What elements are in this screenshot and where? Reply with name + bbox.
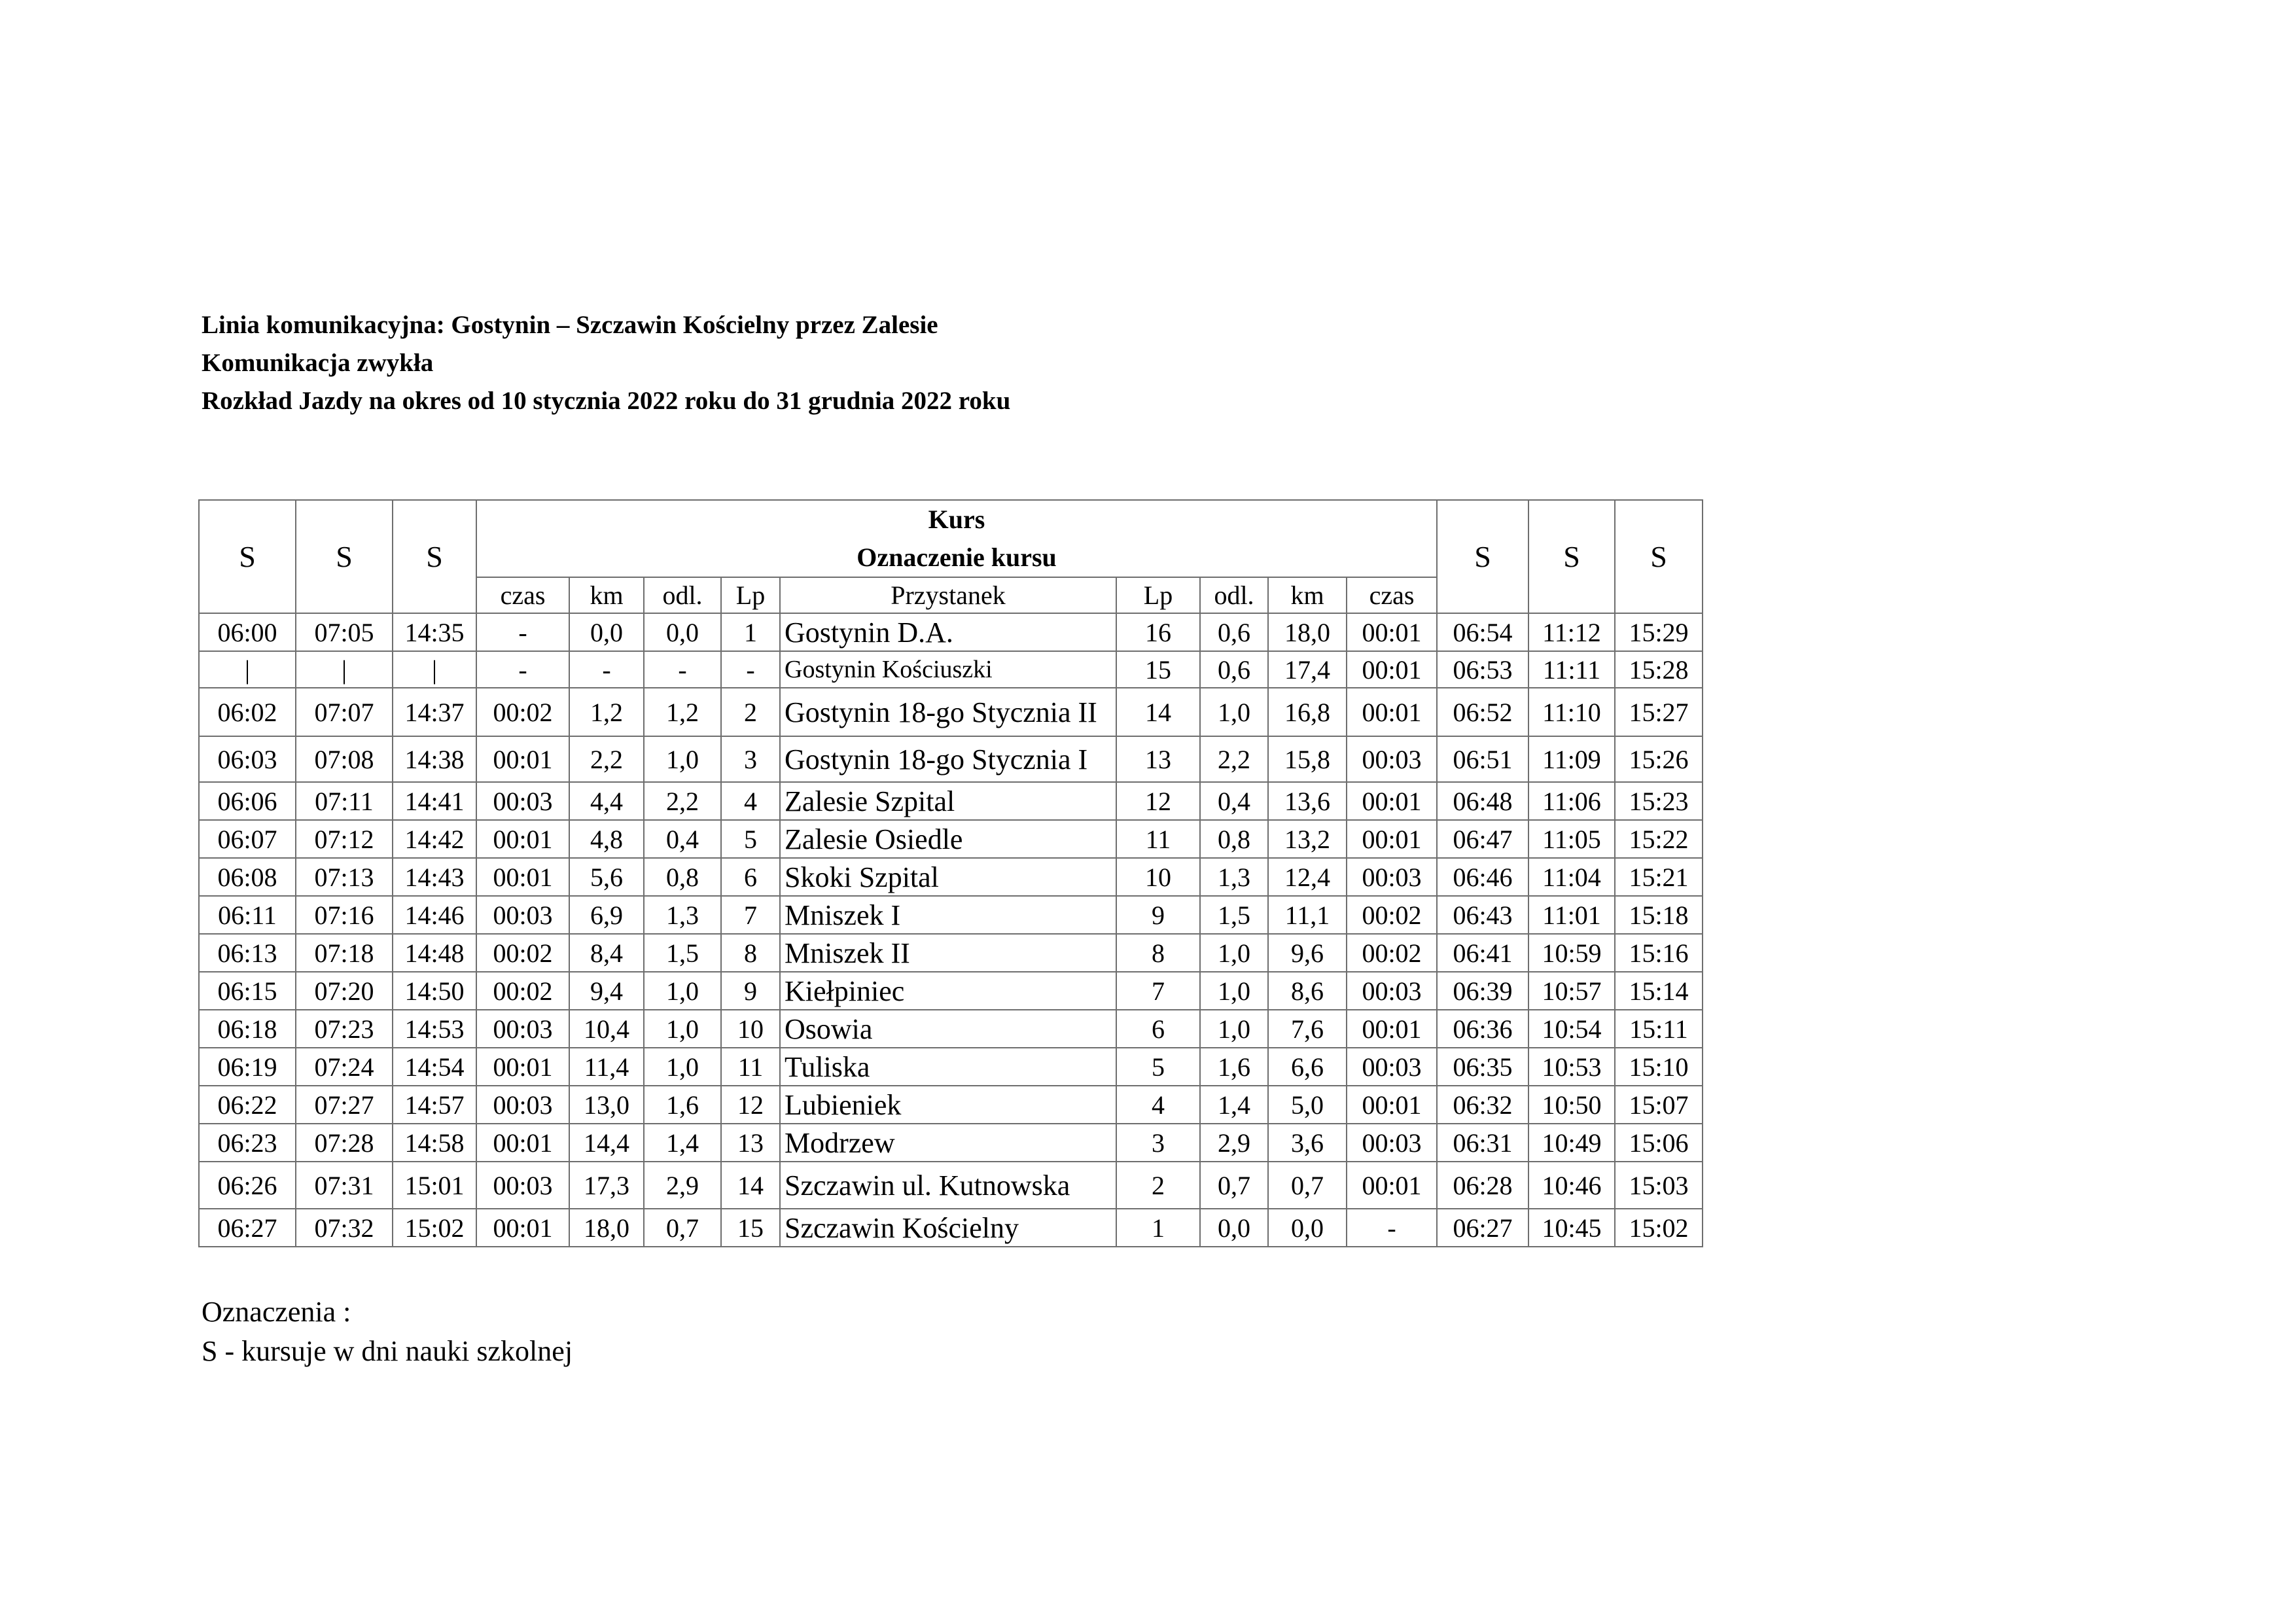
kurs-label: Kurs [928,505,985,534]
col-header-czas: czas [476,577,569,613]
time-s4: 06:54 [1437,613,1528,651]
time-s2: 07:05 [296,613,393,651]
czas-return: 00:01 [1347,688,1437,736]
time-s1: 06:11 [199,896,296,934]
lp: 1 [721,613,780,651]
time-s1: 06:06 [199,782,296,820]
time-s2: 07:13 [296,858,393,896]
time-s4: 06:41 [1437,934,1528,972]
time-s1: 06:03 [199,736,296,782]
km: 4,8 [569,820,644,858]
czas: 00:01 [476,1124,569,1162]
time-s6: 15:29 [1615,613,1703,651]
time-s4: 06:31 [1437,1124,1528,1162]
time-s2: 07:16 [296,896,393,934]
table-row [199,613,1703,651]
col-header-s3: S [393,500,476,613]
time-s3: 14:42 [393,820,476,858]
time-s6: 15:28 [1615,651,1703,688]
table-row [199,1010,1703,1048]
lp: 14 [721,1162,780,1209]
czas: 00:03 [476,1010,569,1048]
lp-return: 5 [1116,1048,1200,1086]
czas: 00:03 [476,1086,569,1124]
table-row [199,896,1703,934]
time-s6: 15:21 [1615,858,1703,896]
time-s4: 06:43 [1437,896,1528,934]
km: 0,0 [569,613,644,651]
time-s5: 11:10 [1528,688,1615,736]
lp-return: 10 [1116,858,1200,896]
col-header-s1: S [199,500,296,613]
table-row [199,688,1703,736]
lp: 4 [721,782,780,820]
czas: 00:01 [476,1048,569,1086]
time-s4: 06:32 [1437,1086,1528,1124]
time-s3: 14:35 [393,613,476,651]
czas: 00:03 [476,782,569,820]
time-s3: 14:38 [393,736,476,782]
km: 13,0 [569,1086,644,1124]
time-s6: 15:06 [1615,1124,1703,1162]
stop-name: Mniszek I [780,896,1116,934]
stop-name: Kiełpiniec [780,972,1116,1010]
czas-return: 00:01 [1347,782,1437,820]
odl-return: 1,0 [1200,934,1268,972]
km-return: 6,6 [1268,1048,1347,1086]
time-s1: 06:23 [199,1124,296,1162]
time-s4: 06:39 [1437,972,1528,1010]
time-s1: 06:27 [199,1209,296,1247]
time-s4: 06:51 [1437,736,1528,782]
odl: 1,5 [644,934,721,972]
lp-return: 1 [1116,1209,1200,1247]
km: 18,0 [569,1209,644,1247]
document-header [202,306,1010,420]
odl-return: 0,0 [1200,1209,1268,1247]
czas: 00:01 [476,736,569,782]
odl: 0,4 [644,820,721,858]
stop-name: Skoki Szpital [780,858,1116,896]
table-row [199,1048,1703,1086]
time-s6: 15:03 [1615,1162,1703,1209]
km: 10,4 [569,1010,644,1048]
time-s5: 11:12 [1528,613,1615,651]
lp: 10 [721,1010,780,1048]
km-return: 13,6 [1268,782,1347,820]
table-row [199,736,1703,782]
odl: 1,2 [644,688,721,736]
time-s5: 10:57 [1528,972,1615,1010]
czas-return: 00:01 [1347,820,1437,858]
time-s4: 06:48 [1437,782,1528,820]
lp: 8 [721,934,780,972]
odl: 1,3 [644,896,721,934]
time-s2: 07:18 [296,934,393,972]
lp-return: 13 [1116,736,1200,782]
col-header-s4: S [1437,500,1528,613]
stop-name: Gostynin D.A. [780,613,1116,651]
time-s2: 07:20 [296,972,393,1010]
time-s6: 15:18 [1615,896,1703,934]
odl: 1,0 [644,1048,721,1086]
stop-name: Zalesie Osiedle [780,820,1116,858]
col-header-s5: S [1528,500,1615,613]
lp-return: 9 [1116,896,1200,934]
time-s3: 14:43 [393,858,476,896]
odl: 1,0 [644,736,721,782]
time-s3: 14:41 [393,782,476,820]
km: 4,4 [569,782,644,820]
time-s5: 10:53 [1528,1048,1615,1086]
lp: 13 [721,1124,780,1162]
time-s5: 10:46 [1528,1162,1615,1209]
km: 9,4 [569,972,644,1010]
km-return: 15,8 [1268,736,1347,782]
czas: 00:03 [476,896,569,934]
legend-title: Oznaczenia : [202,1296,351,1328]
col-header-lp-return: Lp [1116,577,1200,613]
time-s4: 06:36 [1437,1010,1528,1048]
stop-name: Tuliska [780,1048,1116,1086]
stop-name: Zalesie Szpital [780,782,1116,820]
odl: 0,7 [644,1209,721,1247]
lp-return: 14 [1116,688,1200,736]
km: 1,2 [569,688,644,736]
lp: 9 [721,972,780,1010]
service-type: Komunikacja zwykła [202,349,434,377]
table-row [199,820,1703,858]
col-header-km-return: km [1268,577,1347,613]
odl-return: 1,5 [1200,896,1268,934]
time-s4: 06:35 [1437,1048,1528,1086]
time-s6: 15:07 [1615,1086,1703,1124]
odl-return: 1,0 [1200,972,1268,1010]
time-s3: | [393,651,476,688]
legend-item: S - kursuje w dni nauki szkolnej [202,1335,573,1367]
time-s6: 15:16 [1615,934,1703,972]
lp: 11 [721,1048,780,1086]
czas-return: 00:02 [1347,896,1437,934]
czas: 00:02 [476,972,569,1010]
odl: - [644,651,721,688]
time-s2: 07:27 [296,1086,393,1124]
time-s1: 06:15 [199,972,296,1010]
time-s5: 11:04 [1528,858,1615,896]
km-return: 0,0 [1268,1209,1347,1247]
odl: 0,0 [644,613,721,651]
kurs-header [476,500,1437,577]
lp-return: 7 [1116,972,1200,1010]
time-s5: 10:49 [1528,1124,1615,1162]
time-s5: 10:54 [1528,1010,1615,1048]
km: 6,9 [569,896,644,934]
col-header-lp: Lp [721,577,780,613]
km: 17,3 [569,1162,644,1209]
table-row [199,1124,1703,1162]
time-s5: 10:45 [1528,1209,1615,1247]
stop-name: Gostynin Kościuszki [780,651,1116,688]
time-s2: 07:28 [296,1124,393,1162]
km-return: 0,7 [1268,1162,1347,1209]
time-s5: 11:06 [1528,782,1615,820]
odl: 0,8 [644,858,721,896]
time-s1: 06:22 [199,1086,296,1124]
time-s3: 14:50 [393,972,476,1010]
km: 8,4 [569,934,644,972]
stop-name: Szczawin Kościelny [780,1209,1116,1247]
km-return: 13,2 [1268,820,1347,858]
time-s3: 14:37 [393,688,476,736]
stop-name: Mniszek II [780,934,1116,972]
czas-return: 00:01 [1347,1162,1437,1209]
czas-return: 00:01 [1347,1010,1437,1048]
time-s2: 07:24 [296,1048,393,1086]
km-return: 12,4 [1268,858,1347,896]
km: 11,4 [569,1048,644,1086]
stop-name: Gostynin 18-go Stycznia I [780,736,1116,782]
time-s1: 06:07 [199,820,296,858]
table-row [199,1209,1703,1247]
time-s6: 15:02 [1615,1209,1703,1247]
table-row [199,858,1703,896]
stop-name: Modrzew [780,1124,1116,1162]
lp: 7 [721,896,780,934]
km: 5,6 [569,858,644,896]
legend [202,1293,573,1371]
czas-return: 00:03 [1347,972,1437,1010]
col-header-km: km [569,577,644,613]
col-header-odl-return: odl. [1200,577,1268,613]
stop-name: Gostynin 18-go Stycznia II [780,688,1116,736]
odl: 1,0 [644,972,721,1010]
stop-name: Osowia [780,1010,1116,1048]
table-row [199,934,1703,972]
km-return: 9,6 [1268,934,1347,972]
col-header-odl: odl. [644,577,721,613]
czas: 00:02 [476,688,569,736]
time-s6: 15:22 [1615,820,1703,858]
km-return: 17,4 [1268,651,1347,688]
km-return: 18,0 [1268,613,1347,651]
lp: 15 [721,1209,780,1247]
table-row [199,651,1703,688]
lp-return: 3 [1116,1124,1200,1162]
validity-period: Rozkład Jazdy na okres od 10 stycznia 2022 roku do 31 grudnia 2022 roku [202,387,1011,415]
time-s6: 15:27 [1615,688,1703,736]
odl: 1,6 [644,1086,721,1124]
lp: 5 [721,820,780,858]
odl: 1,4 [644,1124,721,1162]
odl-return: 0,4 [1200,782,1268,820]
table-row [199,972,1703,1010]
oznaczenie-label: Oznaczenie kursu [857,543,1057,572]
time-s3: 14:58 [393,1124,476,1162]
time-s2: 07:32 [296,1209,393,1247]
time-s6: 15:11 [1615,1010,1703,1048]
czas-return: 00:02 [1347,934,1437,972]
table-row [199,782,1703,820]
timetable [198,499,1703,1247]
odl-return: 1,0 [1200,688,1268,736]
time-s2: 07:11 [296,782,393,820]
table-row [199,1086,1703,1124]
czas: 00:02 [476,934,569,972]
odl: 1,0 [644,1010,721,1048]
time-s4: 06:52 [1437,688,1528,736]
czas-return: 00:03 [1347,1048,1437,1086]
time-s4: 06:27 [1437,1209,1528,1247]
col-header-czas-return: czas [1347,577,1437,613]
time-s1: 06:13 [199,934,296,972]
odl-return: 1,6 [1200,1048,1268,1086]
km: 2,2 [569,736,644,782]
stop-name: Szczawin ul. Kutnowska [780,1162,1116,1209]
time-s5: 11:05 [1528,820,1615,858]
time-s1: 06:02 [199,688,296,736]
km-return: 7,6 [1268,1010,1347,1048]
lp-return: 4 [1116,1086,1200,1124]
czas: - [476,651,569,688]
time-s3: 14:57 [393,1086,476,1124]
km-return: 3,6 [1268,1124,1347,1162]
czas-return: 00:01 [1347,1086,1437,1124]
czas-return: - [1347,1209,1437,1247]
time-s3: 14:48 [393,934,476,972]
time-s2: 07:31 [296,1162,393,1209]
time-s6: 15:10 [1615,1048,1703,1086]
time-s1: 06:00 [199,613,296,651]
lp: 6 [721,858,780,896]
czas-return: 00:03 [1347,1124,1437,1162]
time-s1: | [199,651,296,688]
table-row [199,1162,1703,1209]
time-s5: 10:50 [1528,1086,1615,1124]
odl: 2,2 [644,782,721,820]
odl-return: 1,0 [1200,1010,1268,1048]
odl-return: 0,8 [1200,820,1268,858]
time-s3: 15:01 [393,1162,476,1209]
odl-return: 2,2 [1200,736,1268,782]
odl-return: 0,7 [1200,1162,1268,1209]
odl-return: 1,4 [1200,1086,1268,1124]
stop-name: Lubieniek [780,1086,1116,1124]
odl-return: 0,6 [1200,651,1268,688]
odl-return: 1,3 [1200,858,1268,896]
timetable-body [199,613,1703,1247]
lp: 12 [721,1086,780,1124]
czas-return: 00:01 [1347,613,1437,651]
time-s5: 11:11 [1528,651,1615,688]
lp: - [721,651,780,688]
time-s1: 06:19 [199,1048,296,1086]
time-s2: 07:08 [296,736,393,782]
km-return: 5,0 [1268,1086,1347,1124]
lp-return: 2 [1116,1162,1200,1209]
time-s3: 15:02 [393,1209,476,1247]
odl: 2,9 [644,1162,721,1209]
col-header-s6: S [1615,500,1703,613]
time-s1: 06:08 [199,858,296,896]
time-s2: 07:12 [296,820,393,858]
km: 14,4 [569,1124,644,1162]
time-s4: 06:53 [1437,651,1528,688]
time-s2: | [296,651,393,688]
odl-return: 0,6 [1200,613,1268,651]
time-s6: 15:14 [1615,972,1703,1010]
km: - [569,651,644,688]
col-header-s2: S [296,500,393,613]
odl-return: 2,9 [1200,1124,1268,1162]
time-s2: 07:23 [296,1010,393,1048]
lp-return: 16 [1116,613,1200,651]
czas-return: 00:03 [1347,858,1437,896]
time-s1: 06:26 [199,1162,296,1209]
time-s4: 06:46 [1437,858,1528,896]
czas: 00:03 [476,1162,569,1209]
lp-return: 8 [1116,934,1200,972]
time-s3: 14:54 [393,1048,476,1086]
km-return: 11,1 [1268,896,1347,934]
lp-return: 6 [1116,1010,1200,1048]
line-title: Linia komunikacyjna: Gostynin – Szczawin Kościelny przez Zalesie [202,311,938,339]
czas-return: 00:03 [1347,736,1437,782]
czas: 00:01 [476,858,569,896]
time-s5: 11:09 [1528,736,1615,782]
czas: 00:01 [476,820,569,858]
km-return: 8,6 [1268,972,1347,1010]
lp: 2 [721,688,780,736]
lp-return: 11 [1116,820,1200,858]
time-s5: 11:01 [1528,896,1615,934]
time-s5: 10:59 [1528,934,1615,972]
time-s3: 14:46 [393,896,476,934]
lp-return: 12 [1116,782,1200,820]
time-s2: 07:07 [296,688,393,736]
czas: - [476,613,569,651]
col-header-przystanek: Przystanek [780,577,1116,613]
time-s4: 06:47 [1437,820,1528,858]
time-s3: 14:53 [393,1010,476,1048]
czas: 00:01 [476,1209,569,1247]
km-return: 16,8 [1268,688,1347,736]
lp-return: 15 [1116,651,1200,688]
time-s6: 15:26 [1615,736,1703,782]
lp: 3 [721,736,780,782]
time-s1: 06:18 [199,1010,296,1048]
czas-return: 00:01 [1347,651,1437,688]
time-s6: 15:23 [1615,782,1703,820]
time-s4: 06:28 [1437,1162,1528,1209]
